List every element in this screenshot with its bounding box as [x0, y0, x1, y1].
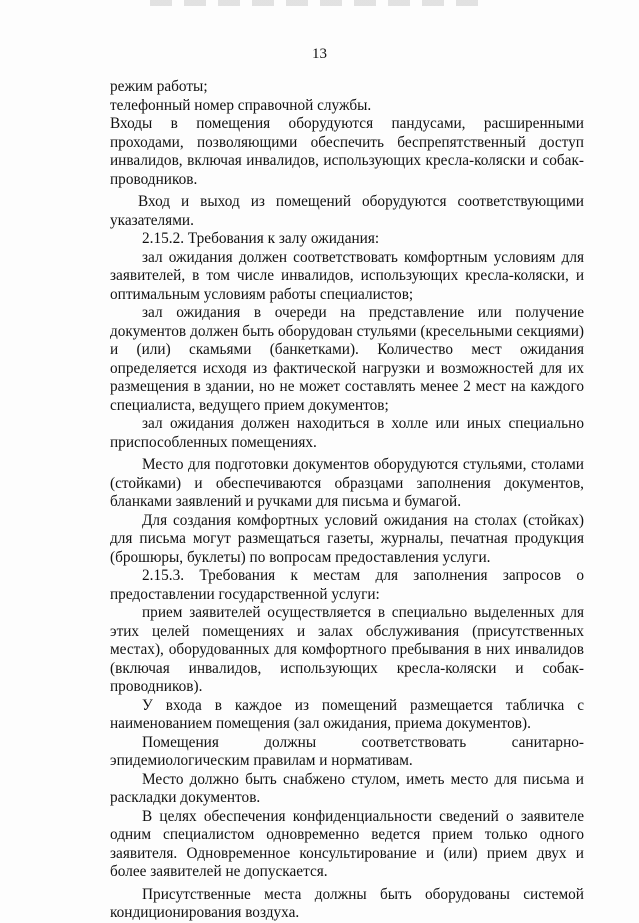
- paragraph: зал ожидания в очереди на представление или получение документов должен быть оборудован стульями (кресельными секциями) и (или) скамьями (банкетками). Количество мест ожидания определяется исходя из фактической нагрузки и возможностей для их размещения в здании, но не может составлять менее 2 мест на каждого специалиста, ведущего прием документов;: [110, 304, 584, 414]
- paragraph: телефонный номер справочной службы.: [110, 96, 372, 114]
- paragraph: режим работы;: [110, 78, 208, 95]
- section-heading: 2.15.2. Требования к залу ожидания:: [142, 230, 380, 247]
- paragraph: зал ожидания должен соответствовать комфортным условиям для заявителей, в том числе инвалидов, использующих кресла-коляски, и оптимальным условиям работы специалистов;: [110, 248, 584, 303]
- paragraph: У входа в каждое из помещений размещается табличка с наименованием помещения (зал ожидания, приема документов).: [110, 696, 584, 732]
- paragraph: Место для подготовки документов оборудуются стульями, столами (стойками) и обеспечиваются образцами заполнения документов, бланками заявлений и ручками для письма и бумагой.: [110, 456, 584, 510]
- paragraph: Присутственные места должны быть оборудованы системой кондиционирования воздуха.: [110, 885, 584, 921]
- paragraph: В целях обеспечения конфиденциальности сведений о заявителе одним специалистом одновременно ведется прием только одного заявителя. Одновременное консультирование и (или) прием двух и более заявителей не допускается.: [110, 807, 584, 880]
- scan-artifact: [150, 0, 480, 6]
- section-heading: 2.15.3. Требования к местам для заполнения запросов о предоставлении государственной услуги:: [110, 567, 584, 603]
- paragraph: Входы в помещения оборудуются пандусами, расширенными проходами, позволяющими обеспечить беспрепятственный доступ инвалидов, включая инвалидов, использующих кресла-коляски и собак-проводников.: [110, 115, 584, 188]
- paragraph: прием заявителей осуществляется в специально выделенных для этих целей помещениях и залах обслуживания (присутственных местах), оборудованных для комфортного пребывания в них инвалидов (включая инвалидов, использующих кресла-коляски и собак-проводников).: [110, 604, 584, 695]
- paragraph: Помещения должны соответствовать санитарно-эпидемиологическим правилам и нормативам.: [110, 733, 584, 769]
- paragraph: Место должно быть снабжено стулом, иметь место для письма и раскладки документов.: [110, 770, 584, 806]
- paragraph: Вход и выход из помещений оборудуются соответствующими указателями.: [110, 193, 584, 229]
- paragraph: зал ожидания должен находиться в холле или иных специально приспособленных помещениях.: [110, 415, 584, 451]
- page-number: 13: [312, 46, 327, 62]
- body-text: [110, 78, 584, 923]
- paragraph: Для создания комфортных условий ожидания на столах (стойках) для письма могут размещаться газеты, журналы, печатная продукция (брошюры, буклеты) по вопросам предоставления услуги.: [110, 511, 584, 566]
